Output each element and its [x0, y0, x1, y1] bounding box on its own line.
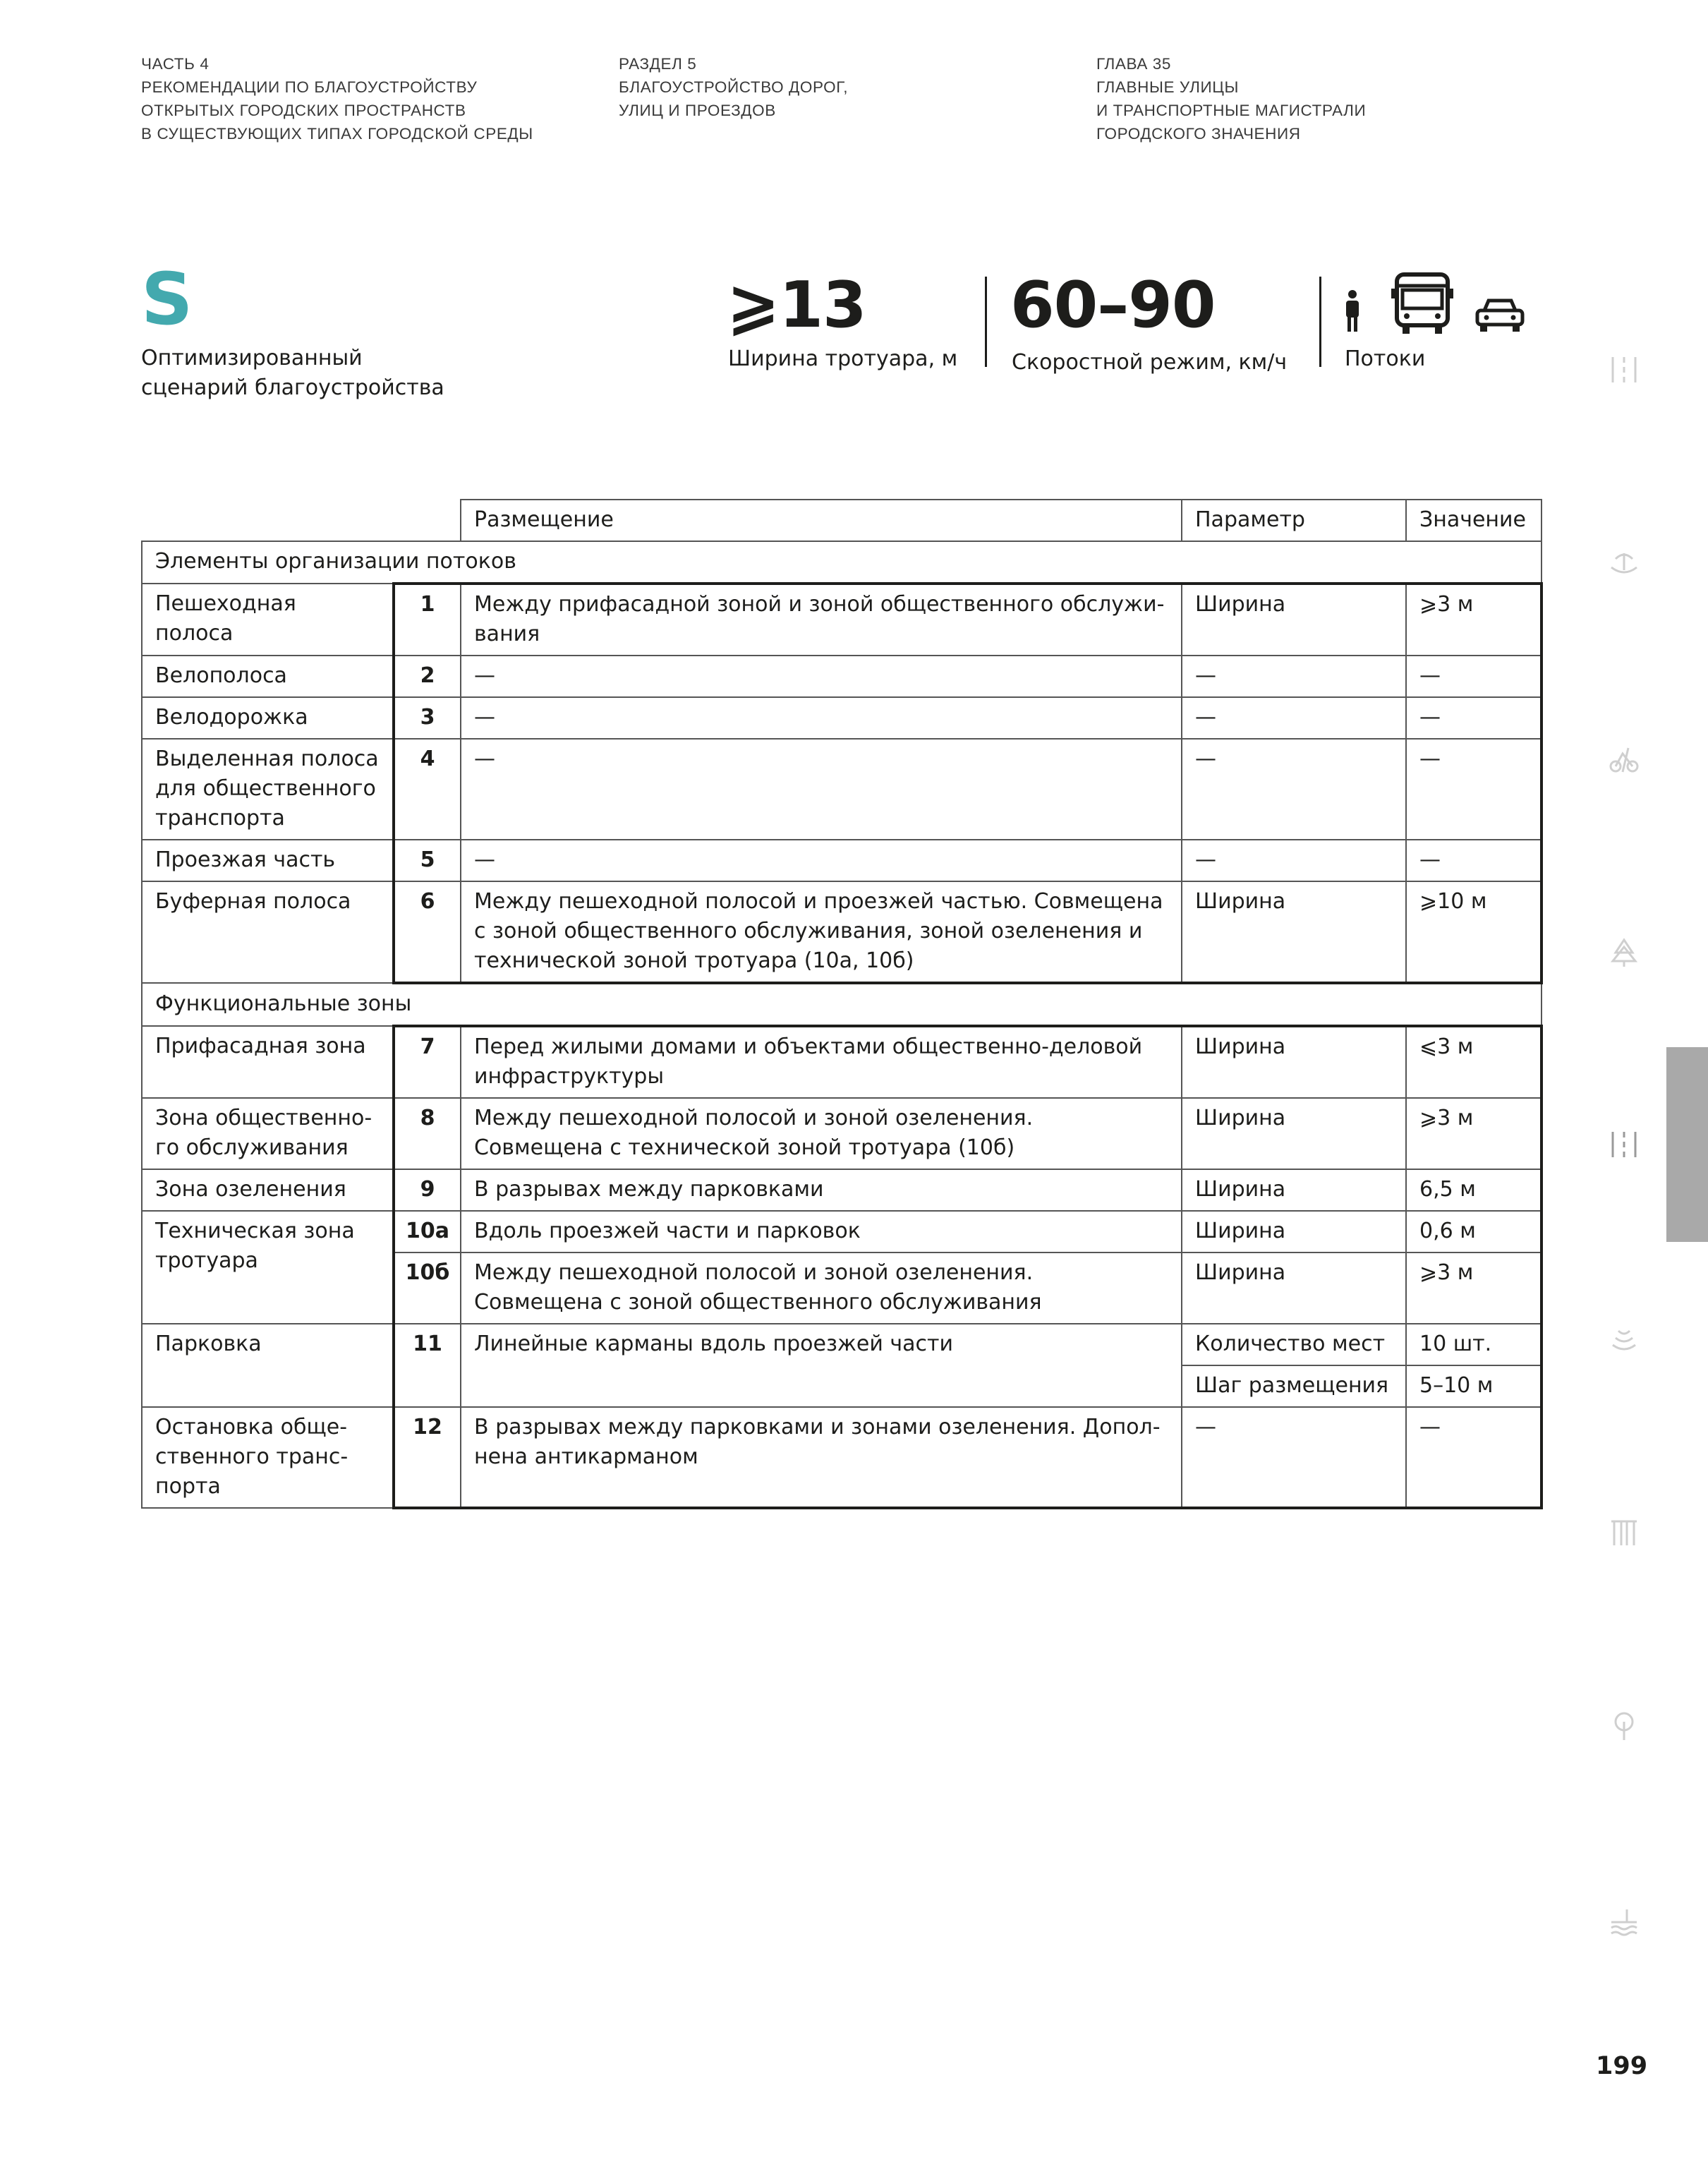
- waterfront-icon: [1609, 1905, 1640, 1936]
- scenario-description: Оптимизированный сценарий благоустройства: [141, 346, 444, 400]
- page-number: 199: [1596, 2052, 1648, 2080]
- section-row-flows: [142, 541, 1542, 584]
- table-row: Проезжая часть 5 — — —: [142, 840, 1542, 881]
- speed-value: 60–90: [1010, 268, 1216, 342]
- chapter-tab: [1666, 1047, 1708, 1242]
- col-header-value: Значение: [1406, 500, 1542, 541]
- table-row: Выделенная полоса для общественного транспорта 4 — — —: [142, 739, 1542, 840]
- header-section: РАЗДЕЛ 5 БЛАГОУСТРОЙСТВО ДОРОГ, УЛИЦ И ПРОЕЗДОВ: [619, 55, 849, 119]
- section-row-zones: [142, 983, 1542, 1026]
- bus-icon: [1391, 272, 1453, 335]
- table-row: Зона озеленения 9 В разрывах между парковками Ширина 6,5 м: [142, 1169, 1542, 1211]
- cyclist-icon: [1609, 744, 1640, 775]
- table-header-row: [142, 500, 1542, 541]
- flows-label: Потоки: [1345, 346, 1426, 371]
- table-row: Шаг размещения 5–10 м: [142, 1365, 1542, 1407]
- tree-icon: [1609, 1710, 1640, 1742]
- table-row: Зона общественно-го обслуживания 8 Между пешеходной полосой и зоной озеленения. Совмещена с технической зоной тротуара (10б) Ширина ⩾3 м: [142, 1098, 1542, 1169]
- table-row: Велополоса 2 — — —: [142, 656, 1542, 697]
- fountain-icon: [1609, 1324, 1640, 1355]
- scenario-letter: S: [141, 258, 193, 342]
- table-row: Парковка 11 Линейные карманы вдоль проезжей части Количество мест 10 шт.: [142, 1324, 1542, 1365]
- header-part: ЧАСТЬ 4 РЕКОМЕНДАЦИИ ПО БЛАГОУСТРОЙСТВУ ОТКРЫТЫХ ГОРОДСКИХ ПРОСТРАНСТВ В СУЩЕСТВУЮЩИХ ТИПАХ ГОРОДСКОЙ СРЕДЫ: [141, 55, 533, 143]
- sidewalk-width-label: Ширина тротуара, м: [728, 346, 958, 371]
- speed-label: Скоростной режим, км/ч: [1012, 350, 1288, 375]
- car-icon: [1474, 296, 1525, 333]
- table-row: 10б Между пешеходной полосой и зоной озеленения. Совмещена с зоной общественного обслуживания Ширина ⩾3 м: [142, 1252, 1542, 1324]
- facade-icon: [1609, 1517, 1640, 1548]
- sidewalk-width-value: ⩾13: [727, 268, 866, 342]
- section-title: Элементы организации потоков: [142, 541, 1542, 584]
- table-row: Пешеходная полоса 1 Между прифасадной зоной и зоной общественного обслужи-вания Ширина ⩾3 м: [142, 584, 1542, 656]
- table-row: Техническая зона тротуара 10а Вдоль проезжей части и парковок Ширина 0,6 м: [142, 1211, 1542, 1252]
- pedestrian-icon: [1343, 289, 1362, 333]
- table-row: Прифасадная зона 7 Перед жилыми домами и объектами общественно-деловой инфраструктуры Ширина ⩽3 м: [142, 1026, 1542, 1098]
- street-section-icon: [1609, 354, 1640, 385]
- table-row: Остановка обще-ственного транс-порта 12 В разрывах между парковками и зонами озеленения. Допол-нена антикарманом — —: [142, 1407, 1542, 1508]
- header-chapter: ГЛАВА 35 ГЛАВНЫЕ УЛИЦЫ И ТРАНСПОРТНЫЕ МАГИСТРАЛИ ГОРОДСКОГО ЗНАЧЕНИЯ: [1096, 55, 1367, 143]
- section-title: Функциональные зоны: [142, 983, 1542, 1026]
- spec-table: [141, 499, 1543, 1509]
- table-row: Буферная полоса 6 Между пешеходной полосой и проезжей частью. Совмещена с зоной общественного обслуживания, зоной озеленения и технической зоной тротуара (10а, 10б) Ширина ⩾10 м: [142, 881, 1542, 983]
- tree-icon: [1609, 937, 1640, 968]
- street-section-icon: [1609, 1129, 1640, 1160]
- table-row: Велодорожка 3 — — —: [142, 697, 1542, 739]
- metric-divider: [1319, 277, 1321, 367]
- metric-divider: [985, 277, 987, 367]
- fountain-icon: [1609, 549, 1640, 580]
- col-header-parameter: Параметр: [1182, 500, 1406, 541]
- col-header-placement: Размещение: [461, 500, 1182, 541]
